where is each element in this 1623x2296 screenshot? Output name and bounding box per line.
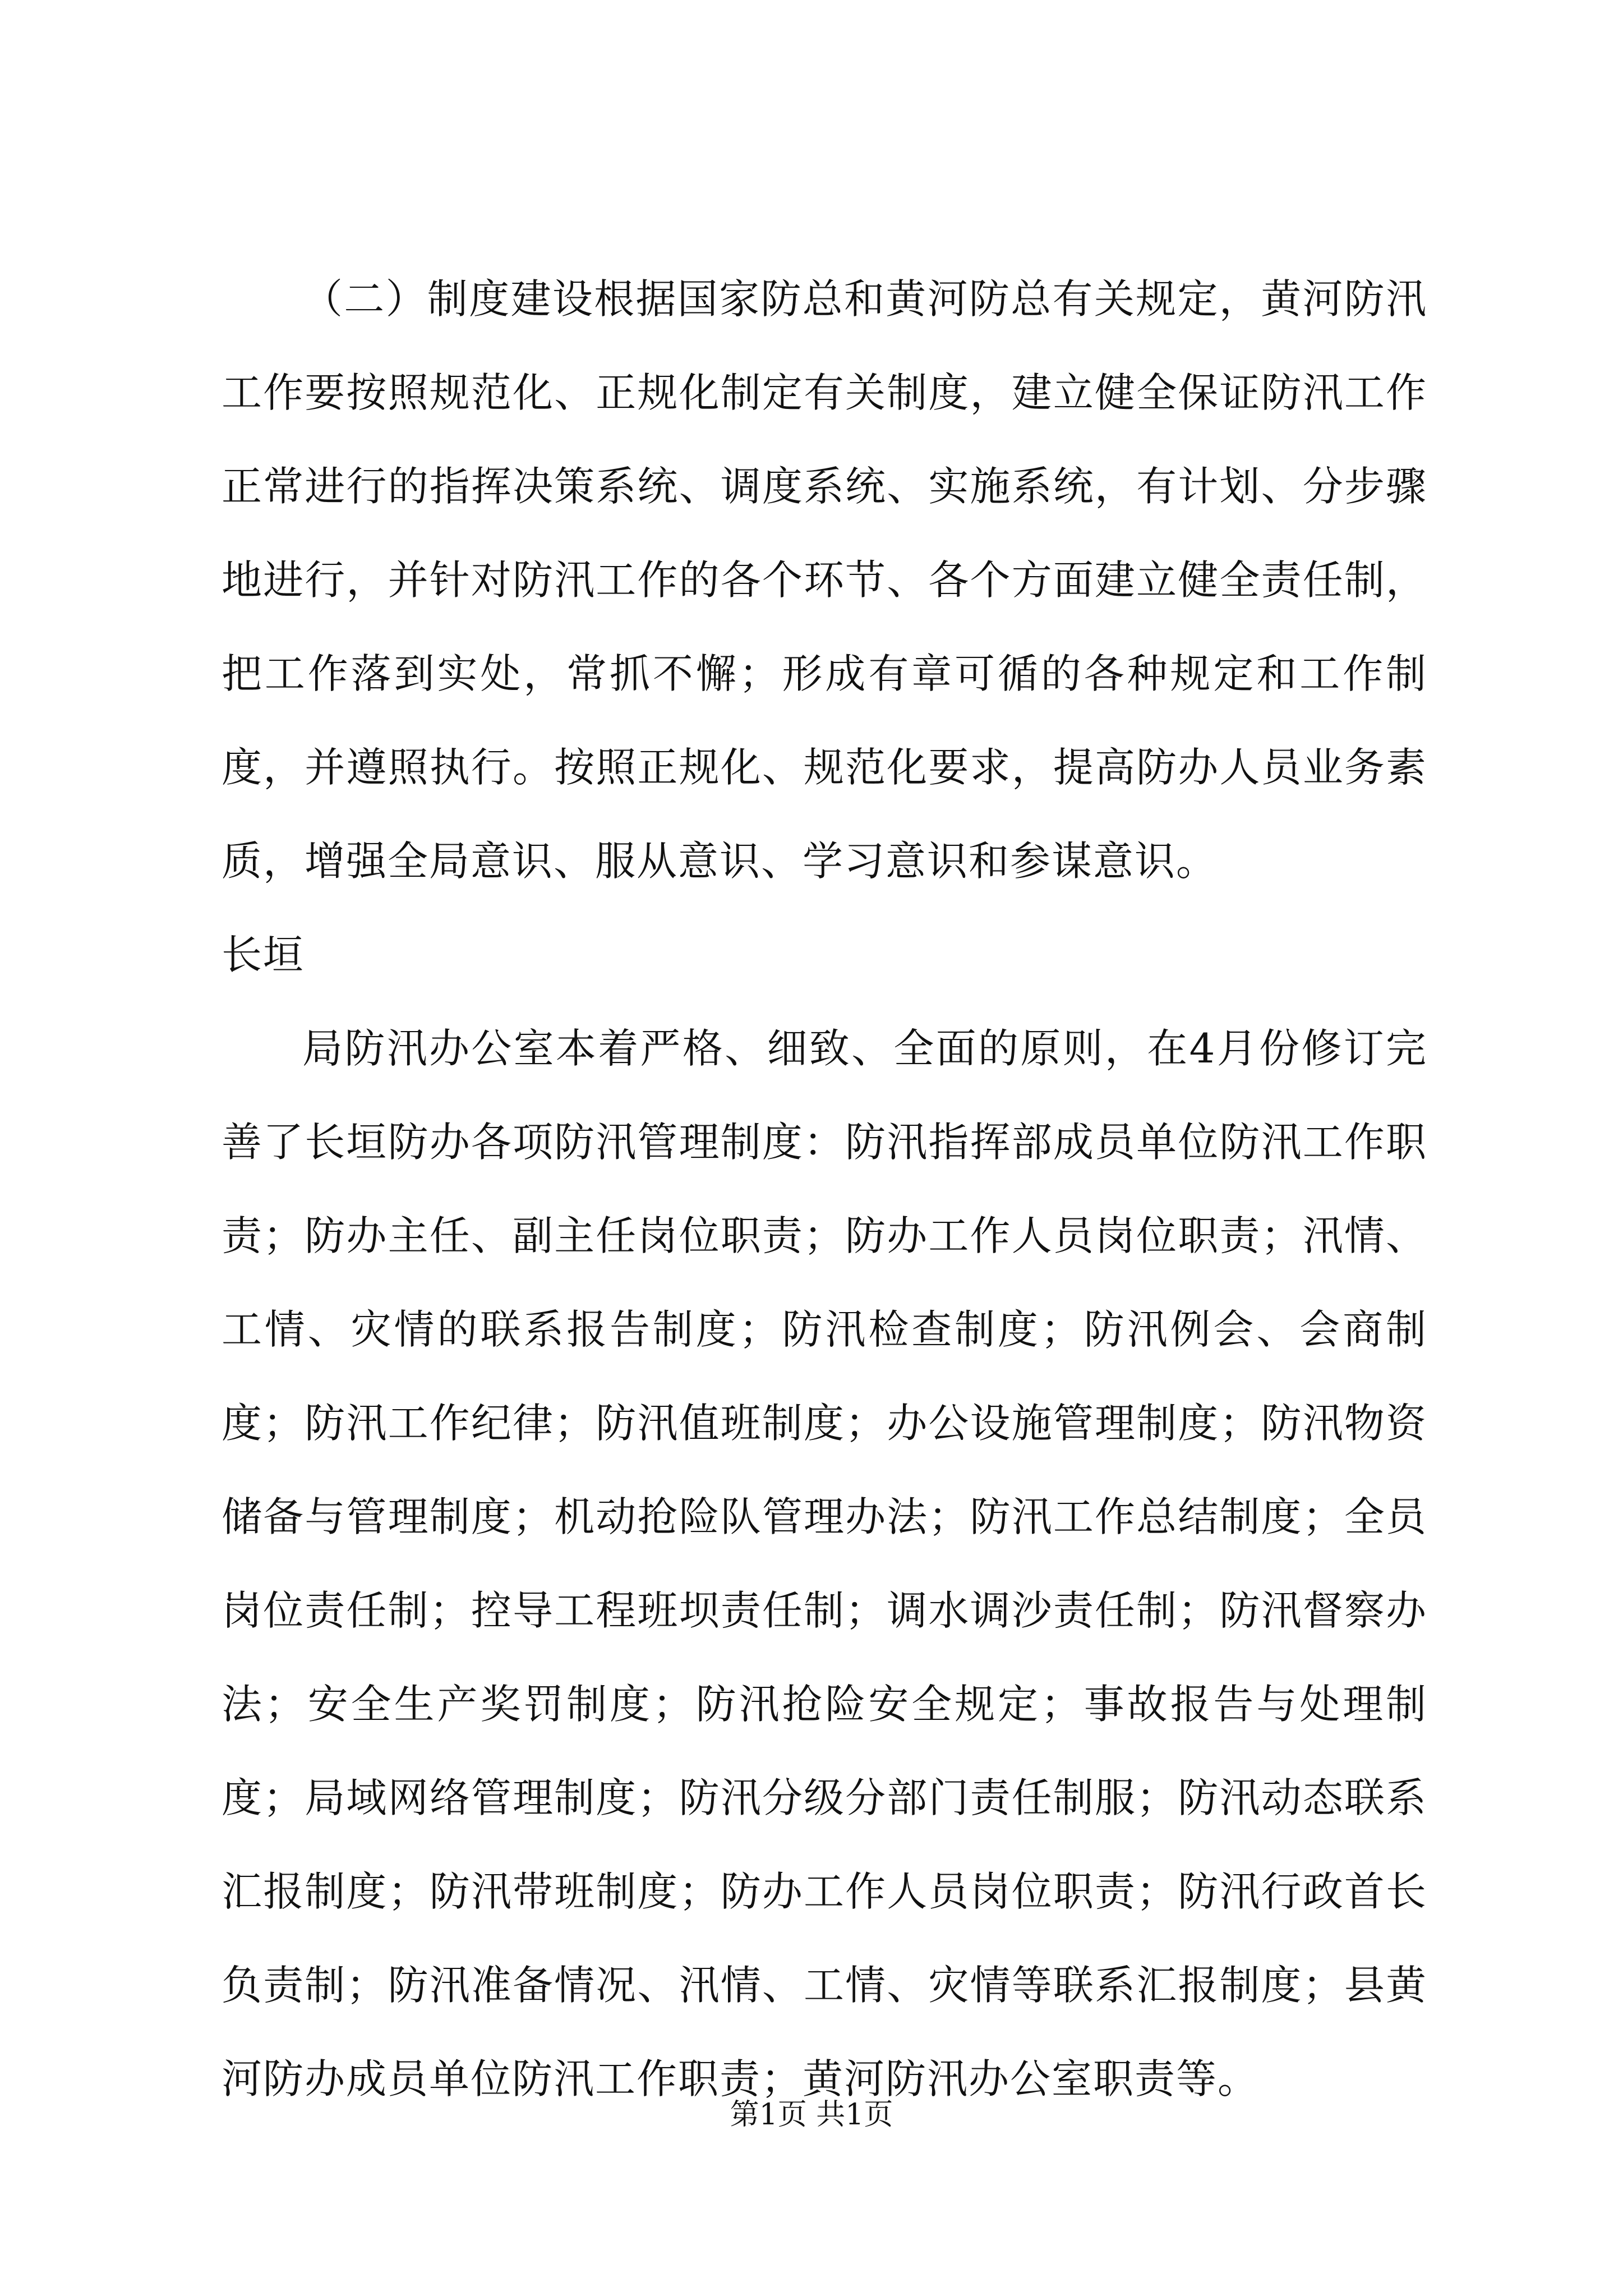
- paragraph-flood-office-rules: 局防汛办公室本着严格、细致、全面的原则，在4月份修订完善了长垣防办各项防汛管理制度：防汛指挥部成员单位防汛工作职责；防办主任、副主任岗位职责；防办工作人员岗位职责；汛情、工情、灾情的联系报告制度；防汛检查制度；防汛例会、会商制度；防汛工作纪律；防汛值班制度；办公设施管理制度；防汛物资储备与管理制度；机动抢险队管理办法；防汛工作总结制度；全员岗位责任制；控导工程班坝责任制；调水调沙责任制；防汛督察办法；安全生产奖罚制度；防汛抢险安全规定；事故报告与处理制度；局域网络管理制度；防汛分级分部门责任制服；防汛动态联系汇报制度；防汛带班制度；防办工作人员岗位职责；防汛行政首长负责制；防汛准备情况、汛情、工情、灾情等联系汇报制度；县黄河防办成员单位防汛工作职责；黄河防汛办公室职责等。: [222, 1025, 1427, 2102]
- paragraph-system-construction: （二）制度建设根据国家防总和黄河防总有关规定，黄河防汛工作要按照规范化、正规化制定有关制度，建立健全保证防汛工作正常进行的指挥决策系统、调度系统、实施系统，有计划、分步骤地进行，并针对防汛工作的各个环节、各个方面建立健全责任制，把工作落到实处，常抓不懈；形成有章可循的各种规定和工作制度，并遵照执行。按照正规化、规范化要求，提高防办人员业务素质，增强全局意识、服从意识、学习意识和参谋意识。: [222, 275, 1427, 885]
- page-number-footer: 第1页 共1页: [730, 2098, 893, 2132]
- paragraph-changyuan: 长垣: [222, 931, 305, 978]
- document-body: [222, 252, 1427, 2126]
